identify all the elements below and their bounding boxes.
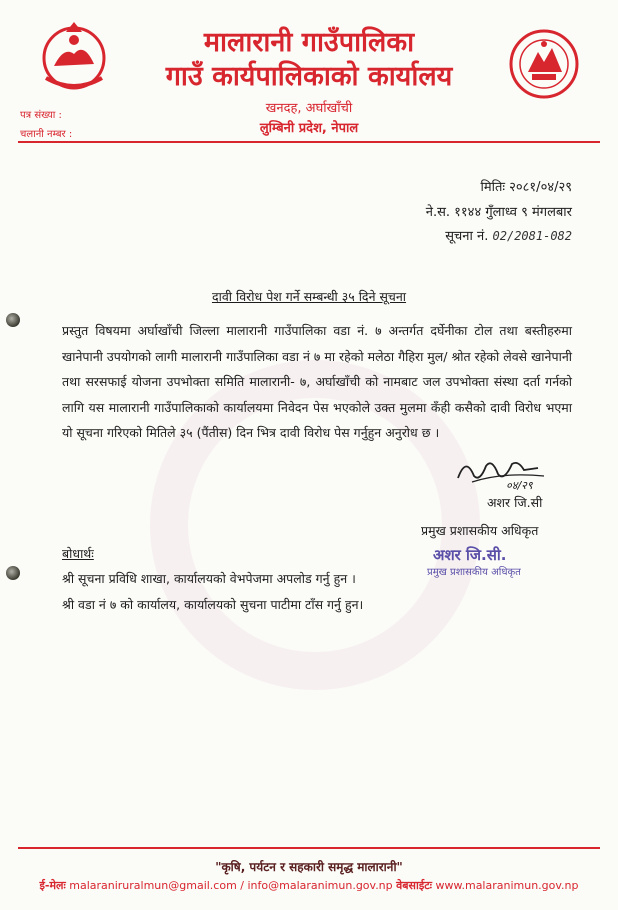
letter-number-label: पत्र संख्या : xyxy=(20,110,62,121)
signatory-name: अशर जि.सी xyxy=(487,495,543,510)
notice-subject: दावी विरोध पेश गर्ने सम्बन्धी ३५ दिने सूचना xyxy=(211,289,407,304)
website-link[interactable]: www.malaranimun.gov.np xyxy=(435,879,579,892)
dispatch-number-label: चलानी नम्बर : xyxy=(20,129,73,140)
nepal-sambat-date: ने.स. ११४४ गुँलाध्व ९ मंगलबार xyxy=(425,205,572,220)
nepal-emblem-icon xyxy=(36,18,112,98)
letter-date: मितिः २०८१/०४/२९ xyxy=(480,180,572,195)
email-label: ई-मेलः xyxy=(39,879,66,892)
cc-item: श्री वडा नं ७ को कार्यालय, कार्यालयको सुचना पाटीमा टाँस गर्नु हुन। xyxy=(62,597,364,612)
office-name-line1: मालारानी गाउँपालिका xyxy=(203,27,415,58)
footer-slogan: "कृषि, पर्यटन र सहकारी समृद्ध मालारानी" xyxy=(215,860,403,874)
cc-heading: बोधार्थः xyxy=(62,546,94,561)
punch-hole-bottom xyxy=(6,566,20,580)
notice-number-label: सूचना नं. xyxy=(445,229,489,244)
signature-date: ०४/२९ xyxy=(506,479,533,492)
notice-body: प्रस्तुत विषयमा अर्घाखाँची जिल्ला मालारानी गाउँपालिका वडा नं. ७ अन्तर्गत दर्घेनीका टोल तथा बस्तीहरुमा खानेपानी उपयोगको लागी मालारानी गाउँपालिका वडा नं ७ मा रहेको मलेठा गैहिरा मुल/ श्रोत रहेको लेवसे खानेपानी तथा सरसफाई योजना उपभोक्ता समिति मालारानी- ७, अर्घाखाँची को नामबाट जल उपभोक्ता संस्था दर्ता गर्नको लागि यस मालारानी गाउँपालिकाको कार्यालयमा निवेदन पेस भएकोले उक्त मुलमा कँही कसैको दावी विरोध भएमा यो सूचना गरिएको मितिले ३५ (पैंतीस) दिन भित्र दावी विरोध पेस गर्नुहुन अनुरोध छ । xyxy=(62,323,572,440)
website-label: वेबसाईटः xyxy=(396,879,432,892)
header-divider xyxy=(18,141,600,143)
notice-number xyxy=(445,226,572,244)
punch-hole-top xyxy=(6,313,20,327)
email-addresses[interactable]: malaraniruralmun@gmail.com / info@malaranimun.gov.np xyxy=(69,879,393,892)
signatory-title: प्रमुख प्रशासकीय अधिकृत xyxy=(421,523,539,538)
footer-contacts xyxy=(0,878,618,893)
office-name-line2: गाउँ कार्यपालिकाको कार्यालय xyxy=(165,61,453,92)
office-province: लुम्बिनी प्रदेश, नेपाल xyxy=(259,121,359,136)
office-address: खनदह, अर्घाखाँची xyxy=(265,101,353,116)
stamp-title: प्रमुख प्रशासकीय अधिकृत xyxy=(427,567,521,578)
municipality-seal-icon xyxy=(506,26,582,106)
footer-divider xyxy=(18,847,600,849)
notice-number-value: 02/2081-082 xyxy=(492,229,572,243)
stamp-name: अशर जि.सी. xyxy=(433,546,507,564)
cc-item: श्री सूचना प्रविधि शाखा, कार्यालयको वेभपेजमा अपलोड गर्नु हुन । xyxy=(62,571,356,586)
